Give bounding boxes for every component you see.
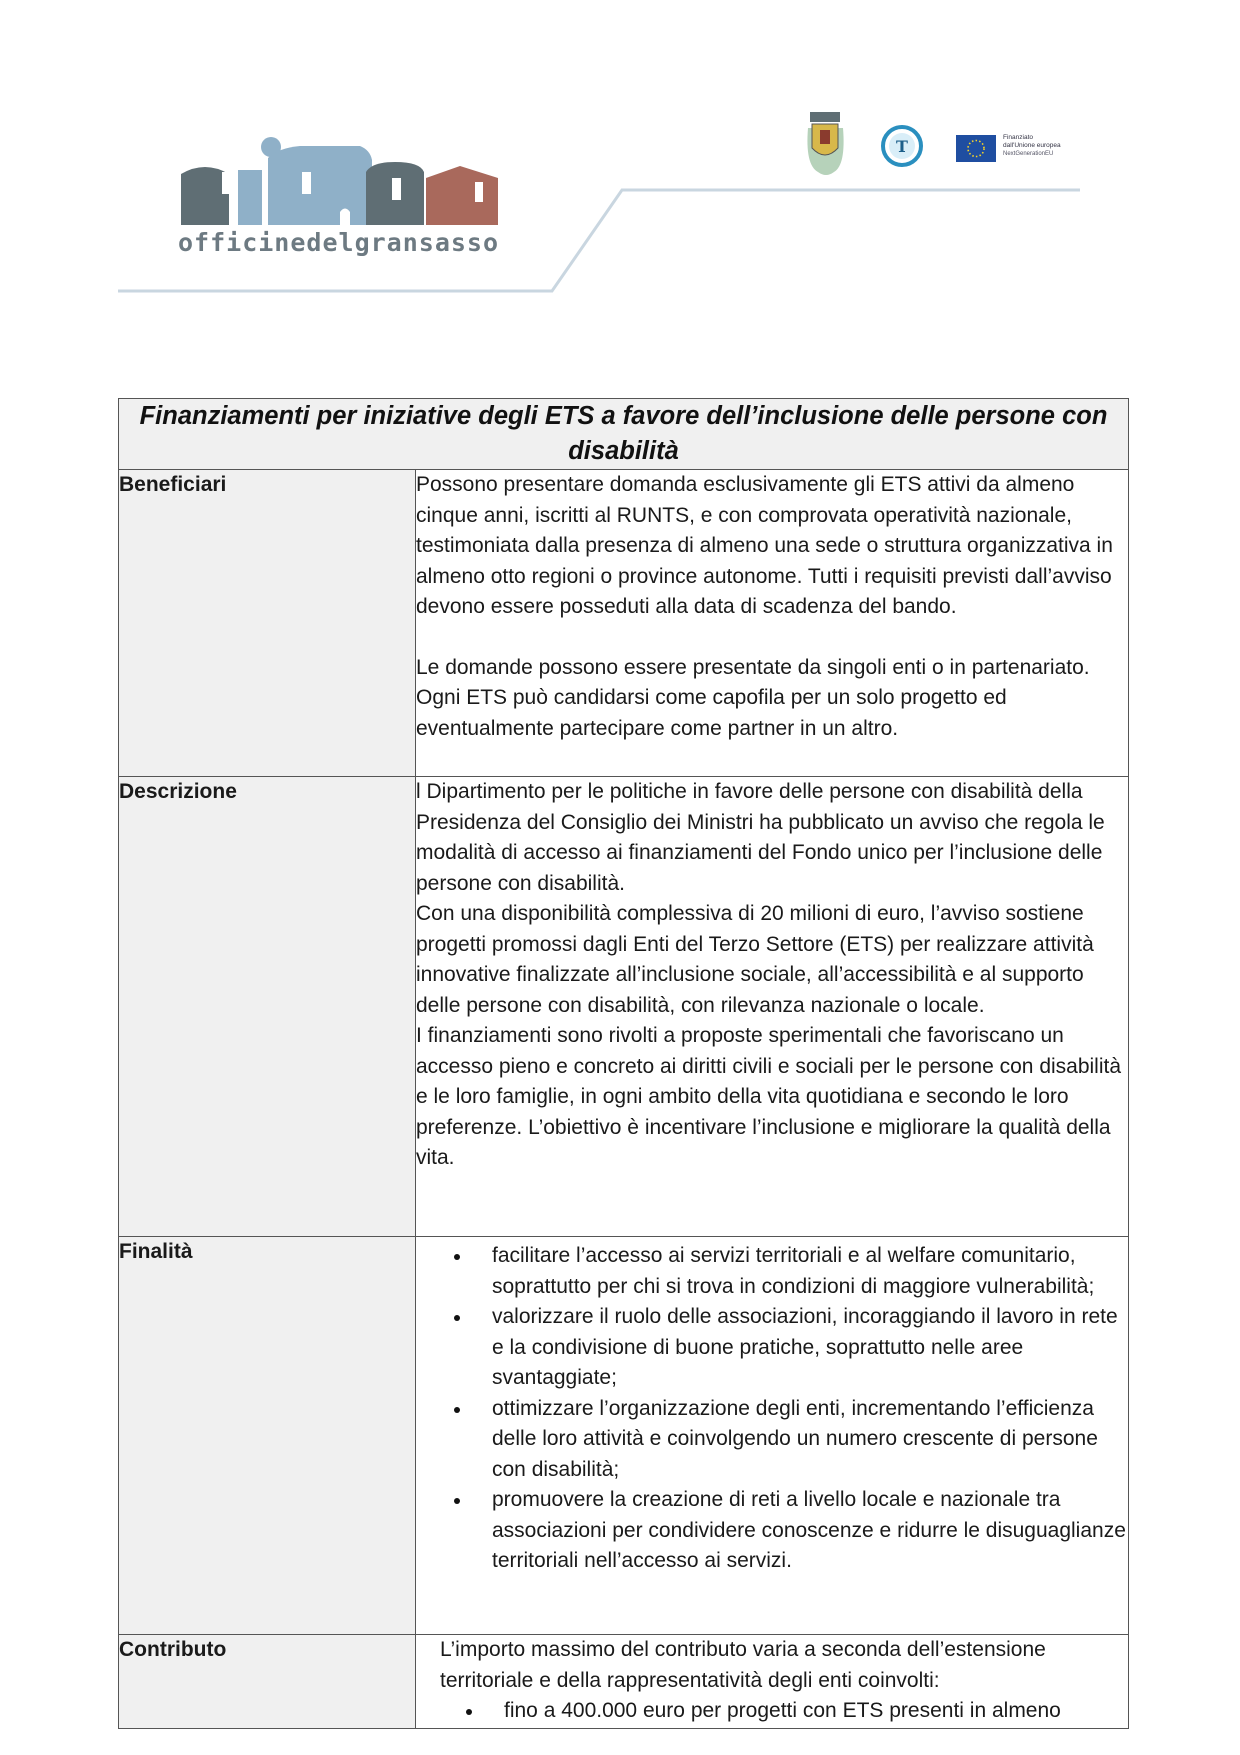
bullet-icon bbox=[454, 1498, 460, 1504]
table-row bbox=[119, 777, 1129, 1237]
row-content-beneficiari bbox=[416, 470, 1129, 777]
bullet-icon bbox=[466, 1709, 472, 1715]
list-item bbox=[416, 1241, 1128, 1302]
row-content-descrizione bbox=[416, 777, 1129, 1237]
table-title-row bbox=[119, 399, 1129, 470]
bullet-icon bbox=[454, 1407, 460, 1413]
list-item bbox=[440, 1696, 1128, 1727]
descrizione-paragraph: l Dipartimento per le politiche in favore delle persone con disabilità della Presidenza del Consiglio dei Ministri ha pubblicato un avviso che regola le modalità di accesso ai finanziamenti del Fondo unico per l’inclusione delle persone con disabilità. bbox=[416, 780, 1105, 895]
header-graphic bbox=[0, 0, 1240, 330]
beneficiari-paragraph: Le domande possono essere presentate da singoli enti o in partenariato. Ogni ETS può candidarsi come capofila per un solo progetto ed eventualmente partecipare come partner in un altro. bbox=[416, 655, 1090, 740]
coat-of-arms-icon bbox=[807, 112, 843, 175]
contributo-intro: L’importo massimo del contributo varia a seconda dell’estensione territoriale e della rappresentatività degli enti coinvolti: bbox=[440, 1638, 1046, 1692]
eu-funding-label bbox=[1003, 134, 1061, 158]
list-item-text: valorizzare il ruolo delle associazioni, incoraggiando il lavoro in rete e la condivisione di buone pratiche, soprattutto nelle aree svantaggiate; bbox=[492, 1305, 1118, 1389]
row-label-finalita: Finalità bbox=[119, 1237, 416, 1635]
row-label-contributo: Contributo bbox=[119, 1635, 416, 1729]
table-title: Finanziamenti per iniziative degli ETS a favore dell’inclusione delle persone con disabilità bbox=[119, 399, 1129, 470]
list-item-text: fino a 400.000 euro per progetti con ETS presenti in almeno bbox=[504, 1699, 1061, 1722]
row-label-descrizione: Descrizione bbox=[119, 777, 416, 1237]
row-content-contributo bbox=[416, 1635, 1129, 1729]
eu-funding-line3: NextGenerationEU bbox=[1003, 151, 1054, 157]
eu-funding-line1: Finanziato bbox=[1003, 134, 1033, 141]
finalita-list bbox=[416, 1241, 1128, 1577]
bullet-icon bbox=[454, 1254, 460, 1260]
list-item-text: promuovere la creazione di reti a livello locale e nazionale tra associazioni per condividere conoscenze e ridurre le disuguaglianze territoriali nell’accesso ai servizi. bbox=[492, 1488, 1126, 1572]
row-label-beneficiari: Beneficiari bbox=[119, 470, 416, 777]
table-row bbox=[119, 1635, 1129, 1729]
contributo-list bbox=[440, 1696, 1128, 1727]
funding-table bbox=[118, 398, 1129, 1729]
eu-funding-line2: dall'Unione europea bbox=[1003, 142, 1061, 149]
page-header bbox=[0, 0, 1240, 330]
table-row bbox=[119, 1237, 1129, 1635]
row-content-finalita bbox=[416, 1237, 1129, 1635]
descrizione-paragraph: Con una disponibilità complessiva di 20 milioni di euro, l’avviso sostiene progetti promossi dagli Enti del Terzo Settore (ETS) per realizzare attività innovative finalizzate all’inclusione sociale, all’accessibilità e al supporto delle persone con disabilità, con rilevanza nazionale o locale. bbox=[416, 902, 1094, 1017]
logo-wordmark: officinedelgransasso bbox=[178, 228, 500, 257]
eu-flag-icon bbox=[956, 135, 996, 162]
descrizione-paragraph: I finanziamenti sono rivolti a proposte sperimentali che favoriscano un accesso pieno e concreto ai diritti civili e sociali per le persone con disabilità e le loro famiglie, in ogni ambito della vita quotidiana e secondo le loro preferenze. L’obiettivo è incentivare l’inclusione e migliorare la qualità della vita. bbox=[416, 1024, 1122, 1169]
bullet-icon bbox=[454, 1315, 460, 1321]
svg-text:T: T bbox=[896, 137, 908, 156]
table-row bbox=[119, 470, 1129, 777]
list-item-text: facilitare l’accesso ai servizi territoriali e al welfare comunitario, soprattutto per chi si trova in condizioni di maggiore vulnerabilità; bbox=[492, 1244, 1095, 1298]
list-item-text: ottimizzare l’organizzazione degli enti, incrementando l’efficienza delle loro attività e coinvolgendo un numero crescente di persone con disabilità; bbox=[492, 1396, 1098, 1481]
circular-badge-icon bbox=[883, 127, 921, 165]
logo-houses-icon bbox=[181, 137, 498, 225]
list-item bbox=[416, 1485, 1128, 1577]
list-item bbox=[416, 1302, 1128, 1394]
beneficiari-paragraph: Possono presentare domanda esclusivamente gli ETS attivi da almeno cinque anni, iscritti al RUNTS, e con comprovata operatività nazionale, testimoniata dalla presenza di almeno una sede o struttura organizzativa in almeno otto regioni o province autonome. Tutti i requisiti previsti dall’avviso devono essere posseduti alla data di scadenza del bando. bbox=[416, 473, 1113, 618]
list-item bbox=[416, 1394, 1128, 1486]
